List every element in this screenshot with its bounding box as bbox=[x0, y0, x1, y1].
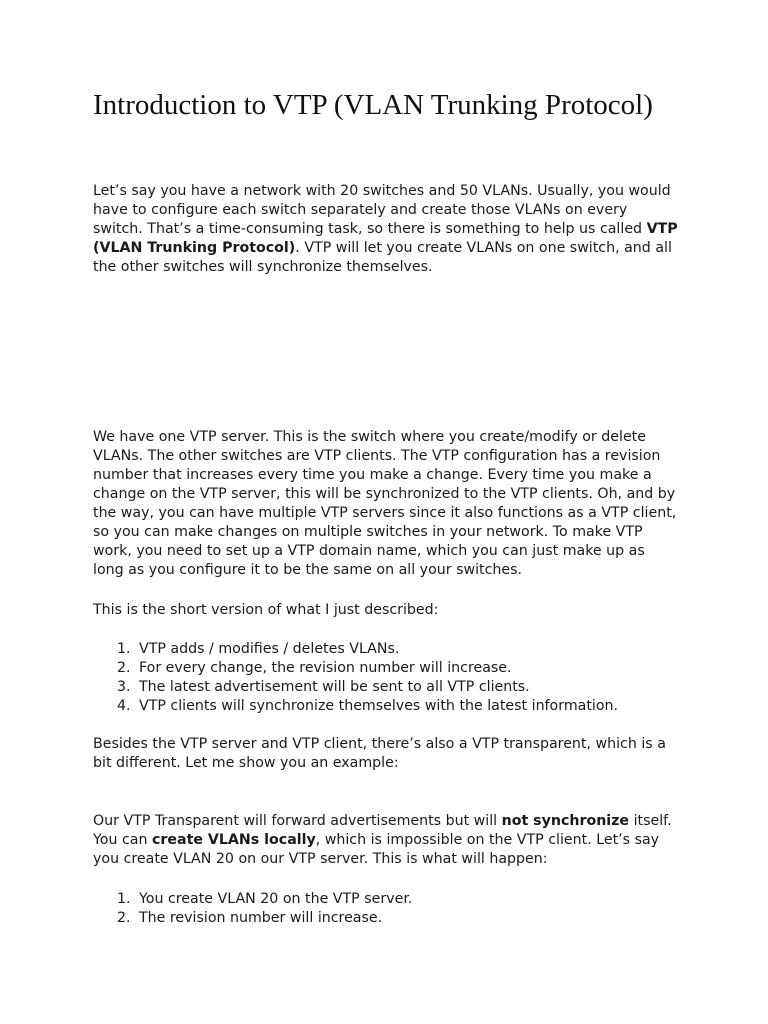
transparent-text-2: itself. You can bbox=[93, 813, 672, 848]
transparent-text-1: Our VTP Transparent will forward advertisements but will bbox=[93, 813, 502, 829]
bold-not-synchronize: not synchronize bbox=[501, 813, 630, 829]
intro-paragraph bbox=[93, 182, 678, 277]
list-item-number: 1. bbox=[117, 641, 131, 657]
list-item bbox=[93, 659, 678, 678]
intro-text-start: Let’s say you have a network with 20 switches and 50 VLANs. Usually, you would have to configure each switch separately and create those VLANs on every switch. That’s a time-consuming task, so there is something to help us called bbox=[93, 183, 671, 237]
list-item bbox=[93, 909, 678, 928]
list-item-text: VTP clients will synchronize themselves with the latest information. bbox=[139, 698, 619, 714]
bold-create-vlans-locally: create VLANs locally bbox=[151, 832, 316, 848]
server-paragraph: We have one VTP server. This is the switch where you create/modify or delete VLANs. The other switches are VTP clients. The VTP configuration has a revision number that increases every time you make a change. Every time you make a change on the VTP server, this will be synchronized to the VTP clients. Oh, and by the way, you can have multiple VTP servers since it also functions as a VTP client, so you can make changes on multiple switches in your network. To make VTP work, you need to set up a VTP domain name, which you can just make up as long as you configure it to be the same on all your switches. bbox=[93, 429, 677, 578]
list-item bbox=[93, 640, 678, 659]
list-item-number: 1. bbox=[117, 891, 131, 907]
list-item bbox=[93, 678, 678, 697]
short-version-list bbox=[93, 640, 678, 716]
transparent-intro: Besides the VTP server and VTP client, there’s also a VTP transparent, which is a bit different. Let me show you an example: bbox=[93, 736, 666, 771]
list-item-text: VTP adds / modifies / deletes VLANs. bbox=[139, 641, 400, 657]
list-item bbox=[93, 697, 678, 716]
short-version-intro: This is the short version of what I just described: bbox=[93, 602, 439, 618]
document-title: Introduction to VTP (VLAN Trunking Protocol) bbox=[93, 89, 653, 121]
list-item-number: 3. bbox=[117, 679, 131, 695]
transparent-text-3: , which is impossible on the VTP client. Let’s say you create VLAN 20 on our VTP server. This is what will happen: bbox=[93, 832, 660, 867]
example-list bbox=[93, 890, 678, 928]
list-item-text: The revision number will increase. bbox=[139, 910, 383, 926]
list-item-text: You create VLAN 20 on the VTP server. bbox=[139, 891, 413, 907]
list-item-text: For every change, the revision number will increase. bbox=[139, 660, 512, 676]
list-item-text: The latest advertisement will be sent to all VTP clients. bbox=[139, 679, 530, 695]
intro-text-end: . VTP will let you create VLANs on one switch, and all the other switches will synchronize themselves. bbox=[93, 240, 672, 275]
list-item-number: 4. bbox=[117, 698, 131, 714]
list-item-number: 2. bbox=[117, 660, 131, 676]
intro-bold-vtp: VTP (VLAN Trunking Protocol) bbox=[93, 221, 678, 256]
list-item-number: 2. bbox=[117, 910, 131, 926]
list-item bbox=[93, 890, 678, 909]
transparent-paragraph bbox=[93, 812, 678, 869]
